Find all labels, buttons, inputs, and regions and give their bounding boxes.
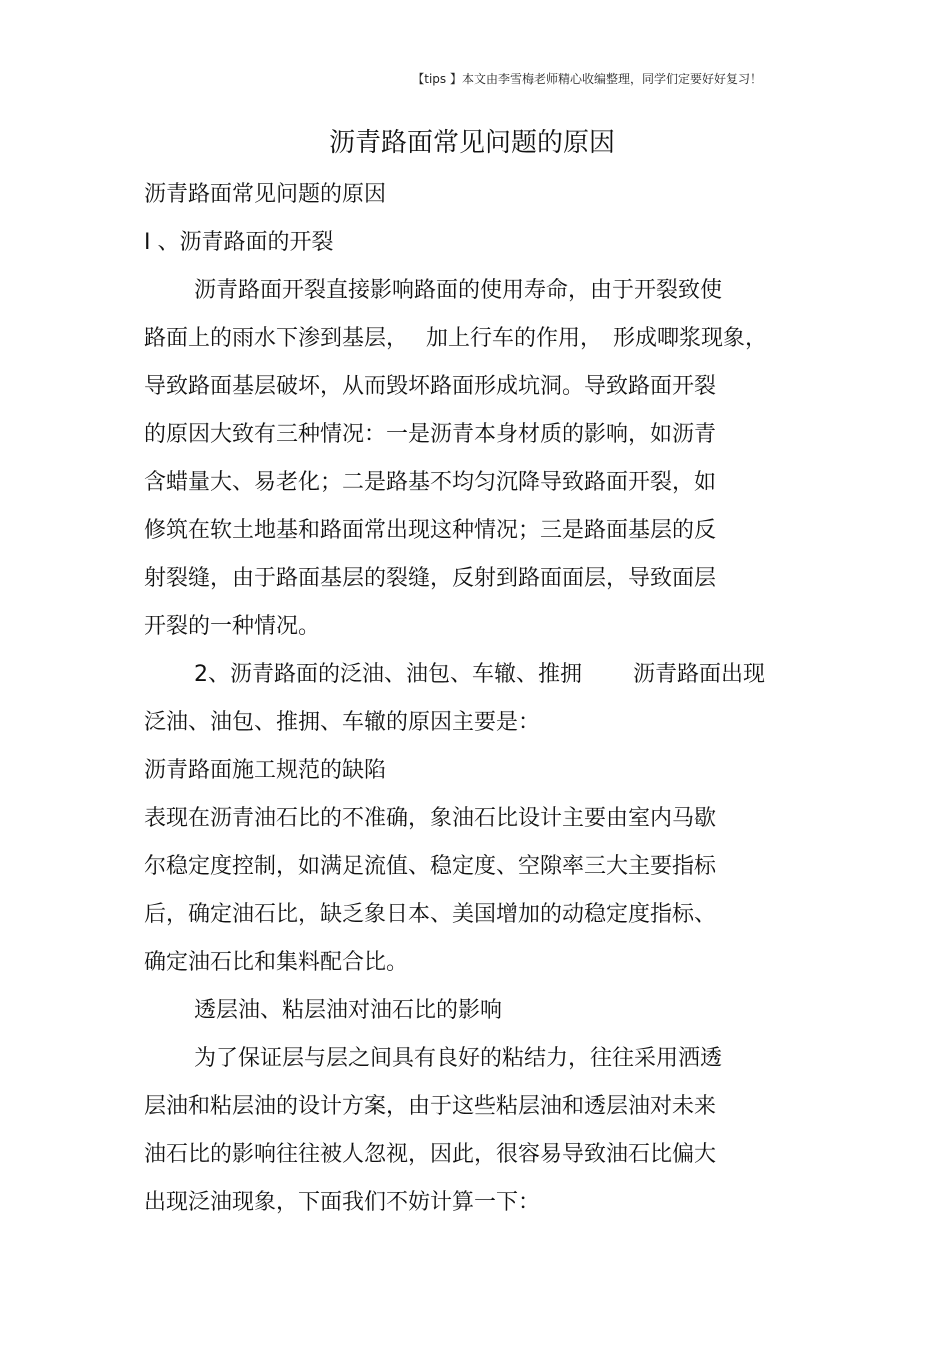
paragraph-line: 导致路面基层破坏，从而毁坏路面形成坑洞。导致路面开裂 <box>144 374 717 399</box>
paragraph-line: 沥青路面开裂直接影响路面的使用寿命，由于开裂致使 <box>194 278 723 303</box>
paragraph-line: 确定油石比和集料配合比。 <box>144 950 409 975</box>
subtitle: 沥青路面常见问题的原因 <box>144 182 387 207</box>
paragraph-line: 修筑在软土地基和路面常出现这种情况；三是路面基层的反 <box>144 518 717 543</box>
paragraph-line: 后，确定油石比，缺乏象日本、美国增加的动稳定度指标、 <box>144 902 717 927</box>
paragraph-line: 泛油、油包、推拥、车辙的原因主要是： <box>144 710 541 735</box>
paragraph-line: 油石比的影响往往被人忽视，因此，很容易导致油石比偏大 <box>144 1142 717 1167</box>
paragraph-line: 尔稳定度控制，如满足流值、稳定度、空隙率三大主要指标 <box>144 854 717 879</box>
paragraph-line: 为了保证层与层之间具有良好的粘结力，往往采用洒透 <box>194 1046 723 1071</box>
page-title: 沥青路面常见问题的原因 <box>328 128 615 158</box>
paragraph-line: 含蜡量大、易老化；二是路基不均匀沉降导致路面开裂，如 <box>144 470 717 495</box>
paragraph-line: 出现泛油现象，下面我们不妨计算一下： <box>144 1190 541 1215</box>
section-heading-2: 2、沥青路面的泛油、油包、车辙、推拥 沥青路面出现 <box>194 662 765 687</box>
paragraph-line: 表现在沥青油石比的不准确，象油石比设计主要由室内马歇 <box>144 806 717 831</box>
paragraph-line: 路面上的雨水下渗到基层， 加上行车的作用， 形成唧浆现象， <box>144 326 767 351</box>
section-heading-1: I 、沥青路面的开裂 <box>144 230 334 255</box>
subheading: 沥青路面施工规范的缺陷 <box>144 758 387 783</box>
paragraph-line: 的原因大致有三种情况：一是沥青本身材质的影响，如沥青 <box>144 422 717 447</box>
paragraph-line: 开裂的一种情况。 <box>144 614 321 639</box>
subheading: 透层油、粘层油对油石比的影响 <box>194 998 503 1023</box>
paragraph-line: 射裂缝，由于路面基层的裂缝，反射到路面面层，导致面层 <box>144 566 717 591</box>
paragraph-line: 层油和粘层油的设计方案，由于这些粘层油和透层油对未来 <box>144 1094 717 1119</box>
tips-header: 【tips 】本文由李雪梅老师精心收编整理，同学们定要好好复习！ <box>412 72 762 86</box>
